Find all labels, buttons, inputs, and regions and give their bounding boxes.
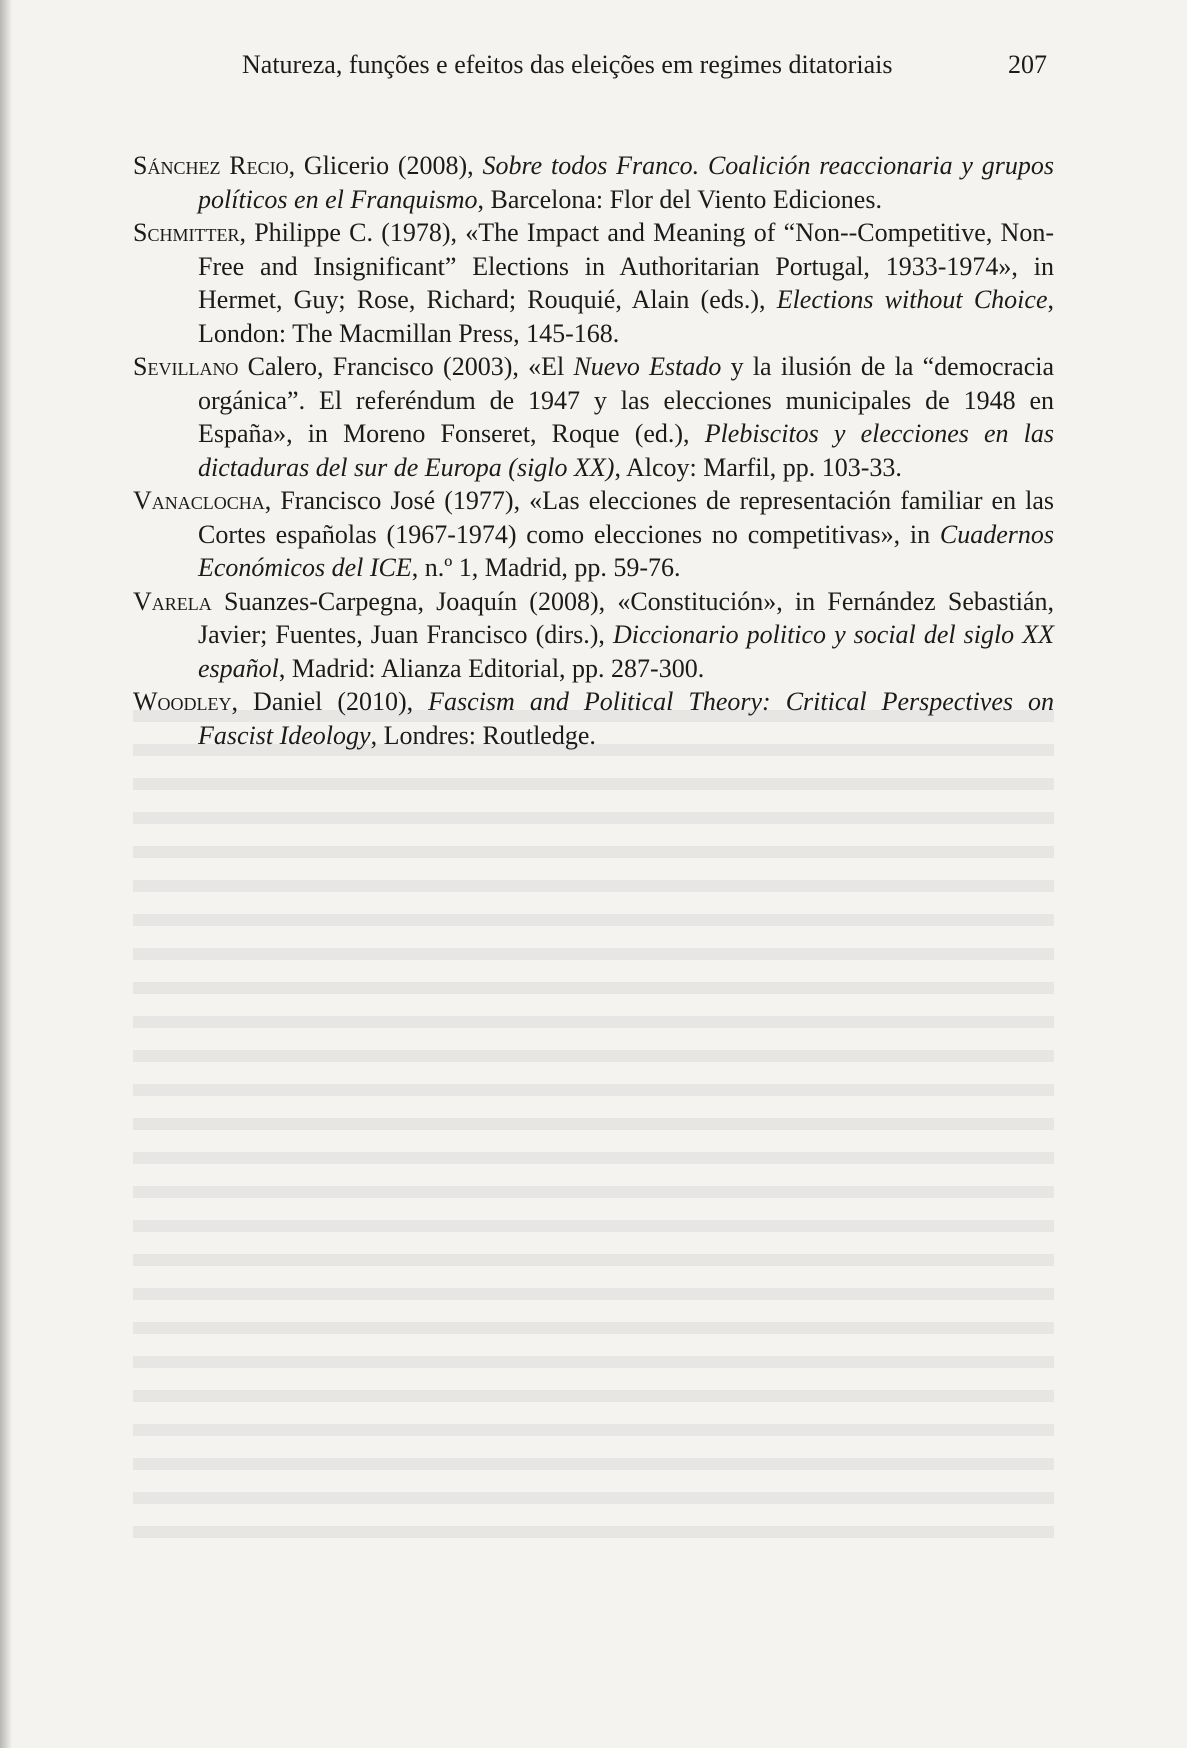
reference-publisher: , n.º 1, Madrid, pp. 59-76. — [411, 553, 681, 582]
reference-entry — [133, 685, 1054, 752]
reference-entry — [133, 149, 1054, 216]
reference-author: Vanaclocha — [133, 486, 265, 515]
running-title: Natureza, funções e efeitos das eleições em regimes ditatoriais — [242, 50, 893, 79]
reference-entry — [133, 585, 1054, 686]
reference-title: Cuadernos Económicos del ICE — [198, 519, 1054, 582]
page-edge-shadow — [0, 0, 12, 1748]
page-number: 207 — [1008, 50, 1047, 79]
reference-details: , Francisco José (1977), «Las elecciones de representación familiar en las Cortes españolas (1967-1974) como elecciones no competitivas», in — [198, 486, 1054, 549]
reference-author: Varela — [133, 586, 212, 616]
bleed-through-text — [133, 700, 1054, 1560]
reference-publisher: , Alcoy: Marfil, pp. 103-33. — [614, 452, 902, 482]
reference-author: Sánchez Recio — [133, 151, 289, 180]
reference-entry — [133, 484, 1054, 585]
reference-publisher: , Londres: Routledge. — [370, 720, 596, 750]
reference-details: , Philippe C. (1978), «The Impact and Meaning of “Non--Competitive, Non-Free and Insignificant” Elections in Authoritarian Portugal, 1933-1974», in Hermet, Guy; Rose, Richard; Rouquié, Alain (eds.), — [198, 218, 1054, 314]
reference-title: Diccionario politico y social del siglo XX español — [198, 620, 1054, 683]
reference-entry — [133, 216, 1054, 350]
reference-inline-title: Nuevo Estado — [573, 352, 722, 381]
reference-title: Fascism and Political Theory: Critical Perspectives on Fascist Ideology — [198, 687, 1054, 750]
reference-list — [133, 149, 1054, 752]
reference-title: Plebiscitos y elecciones en las dictaduras del sur de Europa (siglo XX) — [198, 419, 1054, 482]
reference-details: Suanzes-Carpegna, Joaquín (2008), «Constitución», in Fernández Sebastián, Javier; Fuentes, Juan Francisco (dirs.), — [198, 586, 1054, 649]
reference-author: Woodley — [133, 687, 232, 716]
reference-title: Elections without Choice — [776, 285, 1048, 314]
reference-details: , Daniel (2010), — [231, 687, 429, 716]
page-header — [242, 45, 1047, 85]
reference-details: y la ilusión de la “democracia orgánica”. El referéndum de 1947 y las elecciones municipales de 1948 en España», in Moreno Fonseret, Roque (ed.), — [198, 352, 1054, 448]
reference-title: Sobre todos Franco. Coalición reaccionaria y grupos políticos en el Franquismo — [198, 151, 1054, 214]
reference-details: Calero, Francisco (2003), «El — [238, 352, 574, 381]
reference-author: Schmitter — [133, 218, 240, 247]
reference-entry — [133, 350, 1054, 484]
reference-publisher: , Barcelona: Flor del Viento Ediciones. — [477, 184, 882, 214]
reference-details: , Glicerio (2008), — [288, 151, 483, 180]
reference-author: Sevillano — [133, 352, 239, 381]
reference-publisher: , London: The Macmillan Press, 145-168. — [198, 285, 1054, 348]
reference-publisher: , Madrid: Alianza Editorial, pp. 287-300. — [278, 653, 705, 683]
